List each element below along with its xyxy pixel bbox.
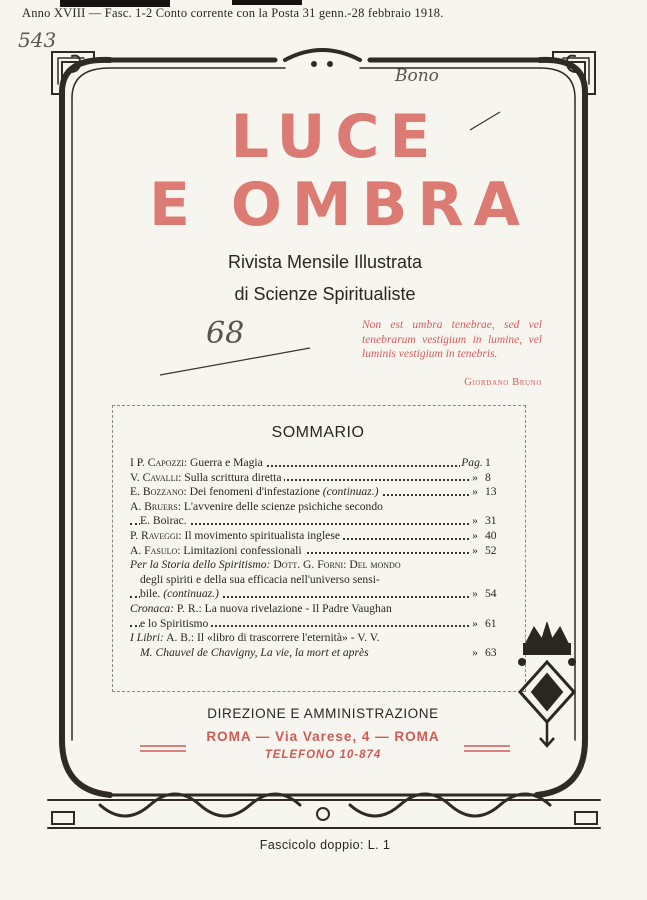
toc-entry — [130, 485, 515, 500]
toc-entry — [130, 471, 515, 486]
motto-quote: Non est umbra tenebrae, sed vel tenebrarum vestigium in lumine, vel luminis vestigium in tenebris. — [362, 319, 542, 360]
toc-entry-title: bile. — [140, 587, 161, 601]
handwritten-number: 543 — [18, 28, 57, 52]
toc-section: Cronaca: — [130, 601, 175, 615]
toc-entry-title: Guerra e Magia — [190, 456, 263, 469]
toc-ditto-mark: » — [469, 514, 481, 529]
toc-entry-title: Sulla scrittura diretta — [184, 470, 282, 484]
toc-page-number: 1 — [485, 456, 491, 469]
toc-entry — [130, 500, 515, 515]
toc-page-number: 13 — [485, 485, 497, 499]
toc-page-number: 61 — [485, 616, 497, 630]
toc-entry — [130, 631, 515, 646]
masthead-title-line2: E OMBRA — [149, 170, 530, 240]
toc-entry-continuation — [130, 587, 515, 602]
toc-entry-note: (continuaz.) — [322, 485, 379, 499]
motto-author: Giordano Bruno — [464, 377, 542, 388]
masthead-title-line1: LUCE — [230, 102, 441, 172]
subtitle-line1: Rivista Mensile Illustrata — [227, 252, 423, 272]
toc-page-number: 54 — [485, 587, 497, 601]
toc-entry-title: A. B.: Il «libro di trascorrere l'eternità» - V. V. — [166, 631, 380, 645]
toc-author: E. Bozzano: — [130, 485, 187, 499]
toc-entry-title: Dei fenomeni d'infestazione — [189, 485, 320, 499]
toc-entry-title: Limitazioni confessionali — [183, 543, 302, 557]
toc-entry — [130, 456, 515, 471]
toc-entry-title: Dott. G. Forni: Del mondo — [273, 558, 401, 572]
issue-price: Fascicolo doppio: L. 1 — [259, 838, 391, 852]
table-of-contents — [130, 456, 515, 660]
handwritten-signature: Bono — [395, 66, 439, 86]
toc-entry-continuation — [130, 617, 515, 632]
toc-ditto-mark: » — [469, 471, 481, 486]
toc-ditto-mark: » — [469, 529, 481, 544]
toc-page-prefix: Pag. — [461, 456, 483, 469]
administration-heading: DIREZIONE E AMMINISTRAZIONE — [207, 706, 439, 721]
toc-author: V. Cavalli: — [130, 470, 182, 484]
toc-title: SOMMARIO — [271, 424, 365, 441]
toc-entry-title: L'avvenire delle scienze psichiche secondo — [183, 499, 383, 513]
administration-address: ROMA — Via Varese, 4 — ROMA — [206, 729, 440, 744]
toc-author: I P. Capozzi: — [130, 456, 188, 469]
toc-entry-continuation — [130, 514, 515, 529]
toc-entry-title: e lo Spiritismo — [140, 617, 211, 632]
toc-author: A. Fasulo: — [130, 543, 181, 557]
toc-entry-title: M. Chauvel de Chavigny, La vie, la mort et après — [140, 646, 372, 661]
toc-entry-title: degli spiriti e della sua efficacia nell'universo sensi- — [140, 573, 383, 588]
toc-entry — [130, 602, 515, 617]
toc-ditto-mark: » — [469, 646, 481, 661]
handwritten-note: 68 — [206, 316, 245, 351]
toc-entry — [130, 529, 515, 544]
toc-entry-title: P. R.: La nuova rivelazione - Il Padre Vaughan — [176, 601, 392, 615]
toc-author: A. Bruers: — [130, 499, 181, 513]
toc-section: I Libri: — [130, 631, 164, 645]
toc-entry-continuation — [130, 573, 515, 588]
toc-ditto-mark: » — [469, 544, 481, 559]
toc-page-number: 31 — [485, 514, 497, 528]
toc-ditto-mark: » — [469, 587, 481, 602]
crown-emblem-stamp — [512, 622, 582, 752]
issue-line: Anno XVIII — Fasc. 1-2 Conto corrente con la Posta 31 genn.-28 febbraio 1918. — [22, 6, 444, 20]
toc-entry-title: Il movimento spiritualista inglese — [184, 528, 340, 542]
toc-ditto-mark: » — [469, 617, 481, 632]
toc-entry-note: (continuaz.) — [163, 587, 219, 601]
toc-ditto-mark: » — [469, 485, 481, 500]
toc-page-number: 52 — [485, 543, 497, 557]
administration-phone: TELEFONO 10-874 — [264, 749, 382, 761]
toc-page-number: 40 — [485, 528, 497, 542]
toc-page-number: 63 — [485, 645, 497, 659]
toc-entry-title: E. Boirac. — [140, 514, 190, 529]
subtitle-line2: di Scienze Spiritualiste — [234, 284, 416, 304]
toc-entry — [130, 558, 515, 573]
toc-page-number: 8 — [485, 470, 491, 484]
toc-author: P. Raveggi: — [130, 528, 182, 542]
toc-section: Per la Storia dello Spiritismo: — [130, 558, 271, 572]
toc-entry — [130, 544, 515, 559]
toc-entry-continuation — [130, 646, 515, 661]
